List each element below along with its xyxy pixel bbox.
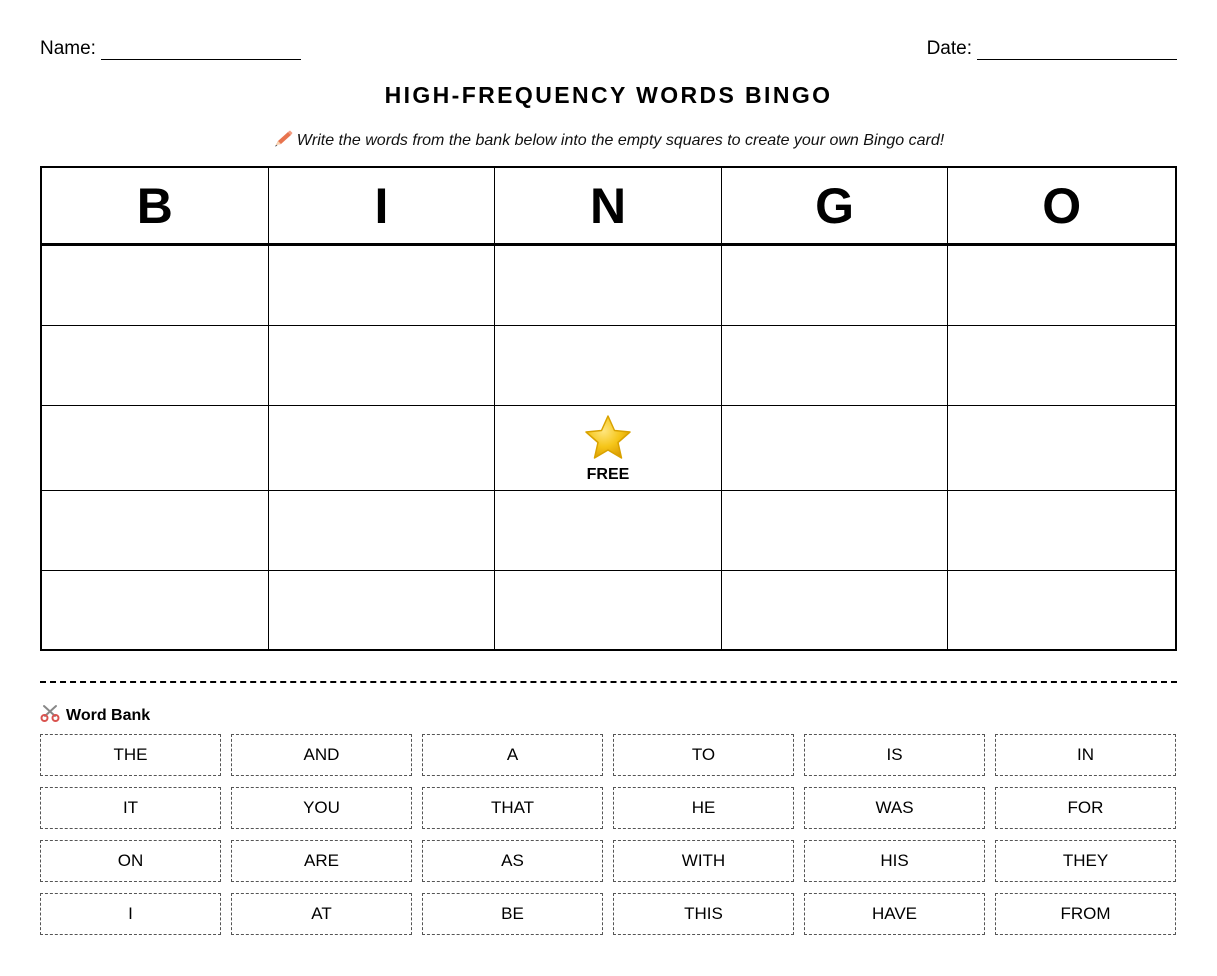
word-bank [40, 734, 1177, 935]
word-bank-title: Word Bank [66, 706, 151, 724]
bingo-square[interactable] [269, 571, 496, 651]
bingo-square[interactable] [269, 246, 496, 326]
bingo-square[interactable] [269, 491, 496, 571]
word-bank-item[interactable]: THIS [613, 893, 794, 935]
word-bank-item[interactable]: IS [804, 734, 985, 776]
word-bank-item[interactable]: FOR [995, 787, 1176, 829]
bingo-square[interactable] [495, 491, 722, 571]
bingo-header-i: I [269, 168, 496, 246]
bingo-square[interactable] [948, 246, 1175, 326]
bingo-square[interactable] [722, 326, 949, 406]
free-square [495, 406, 722, 491]
word-bank-item[interactable]: AT [231, 893, 412, 935]
bingo-square[interactable] [42, 246, 269, 326]
bingo-card [40, 166, 1177, 651]
word-bank-item[interactable]: YOU [231, 787, 412, 829]
page-title: HIGH-FREQUENCY WORDS BINGO [384, 82, 833, 108]
word-bank-item[interactable]: AS [422, 840, 603, 882]
bingo-square[interactable] [495, 571, 722, 651]
scissors-icon [40, 704, 60, 727]
word-bank-item[interactable]: THE [40, 734, 221, 776]
date-field-group [927, 38, 1177, 60]
bingo-square[interactable] [269, 406, 496, 491]
bingo-square[interactable] [722, 571, 949, 651]
instructions-text: Write the words from the bank below into the empty squares to create your own Bingo card! [296, 132, 945, 149]
word-bank-item[interactable]: IT [40, 787, 221, 829]
bingo-header-g: G [722, 168, 949, 246]
word-bank-heading [40, 704, 150, 727]
word-bank-item[interactable]: ON [40, 840, 221, 882]
word-bank-item[interactable]: A [422, 734, 603, 776]
bingo-square[interactable] [948, 406, 1175, 491]
word-bank-item[interactable]: HE [613, 787, 794, 829]
bingo-square[interactable] [269, 326, 496, 406]
bingo-square[interactable] [948, 326, 1175, 406]
bingo-square[interactable] [722, 491, 949, 571]
word-bank-item[interactable]: WAS [804, 787, 985, 829]
name-label: Name: [40, 38, 96, 59]
word-bank-item[interactable]: BE [422, 893, 603, 935]
word-bank-item[interactable]: ARE [231, 840, 412, 882]
bingo-header-o: O [948, 168, 1175, 246]
word-bank-item[interactable]: THAT [422, 787, 603, 829]
bingo-header-n: N [495, 168, 722, 246]
word-bank-item[interactable]: FROM [995, 893, 1176, 935]
word-bank-item[interactable]: I [40, 893, 221, 935]
free-label: FREE [586, 465, 630, 483]
name-blank-line [101, 41, 301, 60]
word-bank-item[interactable]: IN [995, 734, 1176, 776]
bingo-square[interactable] [42, 491, 269, 571]
bingo-square[interactable] [495, 246, 722, 326]
word-bank-item[interactable]: AND [231, 734, 412, 776]
header-row [40, 38, 1177, 62]
date-label: Date: [926, 38, 972, 59]
word-bank-item[interactable]: TO [613, 734, 794, 776]
cut-line-divider [40, 681, 1177, 683]
bingo-square[interactable] [948, 571, 1175, 651]
word-bank-item[interactable]: HAVE [804, 893, 985, 935]
name-field-group [40, 38, 301, 60]
bingo-square[interactable] [722, 406, 949, 491]
word-bank-item[interactable]: WITH [613, 840, 794, 882]
bingo-header-b: B [42, 168, 269, 246]
bingo-square[interactable] [495, 326, 722, 406]
bingo-square[interactable] [948, 491, 1175, 571]
date-blank-line [977, 41, 1177, 60]
word-bank-item[interactable]: THEY [995, 840, 1176, 882]
star-icon [582, 413, 634, 468]
pencil-icon [273, 130, 293, 153]
bingo-square[interactable] [42, 406, 269, 491]
bingo-square[interactable] [42, 571, 269, 651]
word-bank-item[interactable]: HIS [804, 840, 985, 882]
instructions [40, 130, 1177, 153]
bingo-square[interactable] [722, 246, 949, 326]
bingo-square[interactable] [42, 326, 269, 406]
